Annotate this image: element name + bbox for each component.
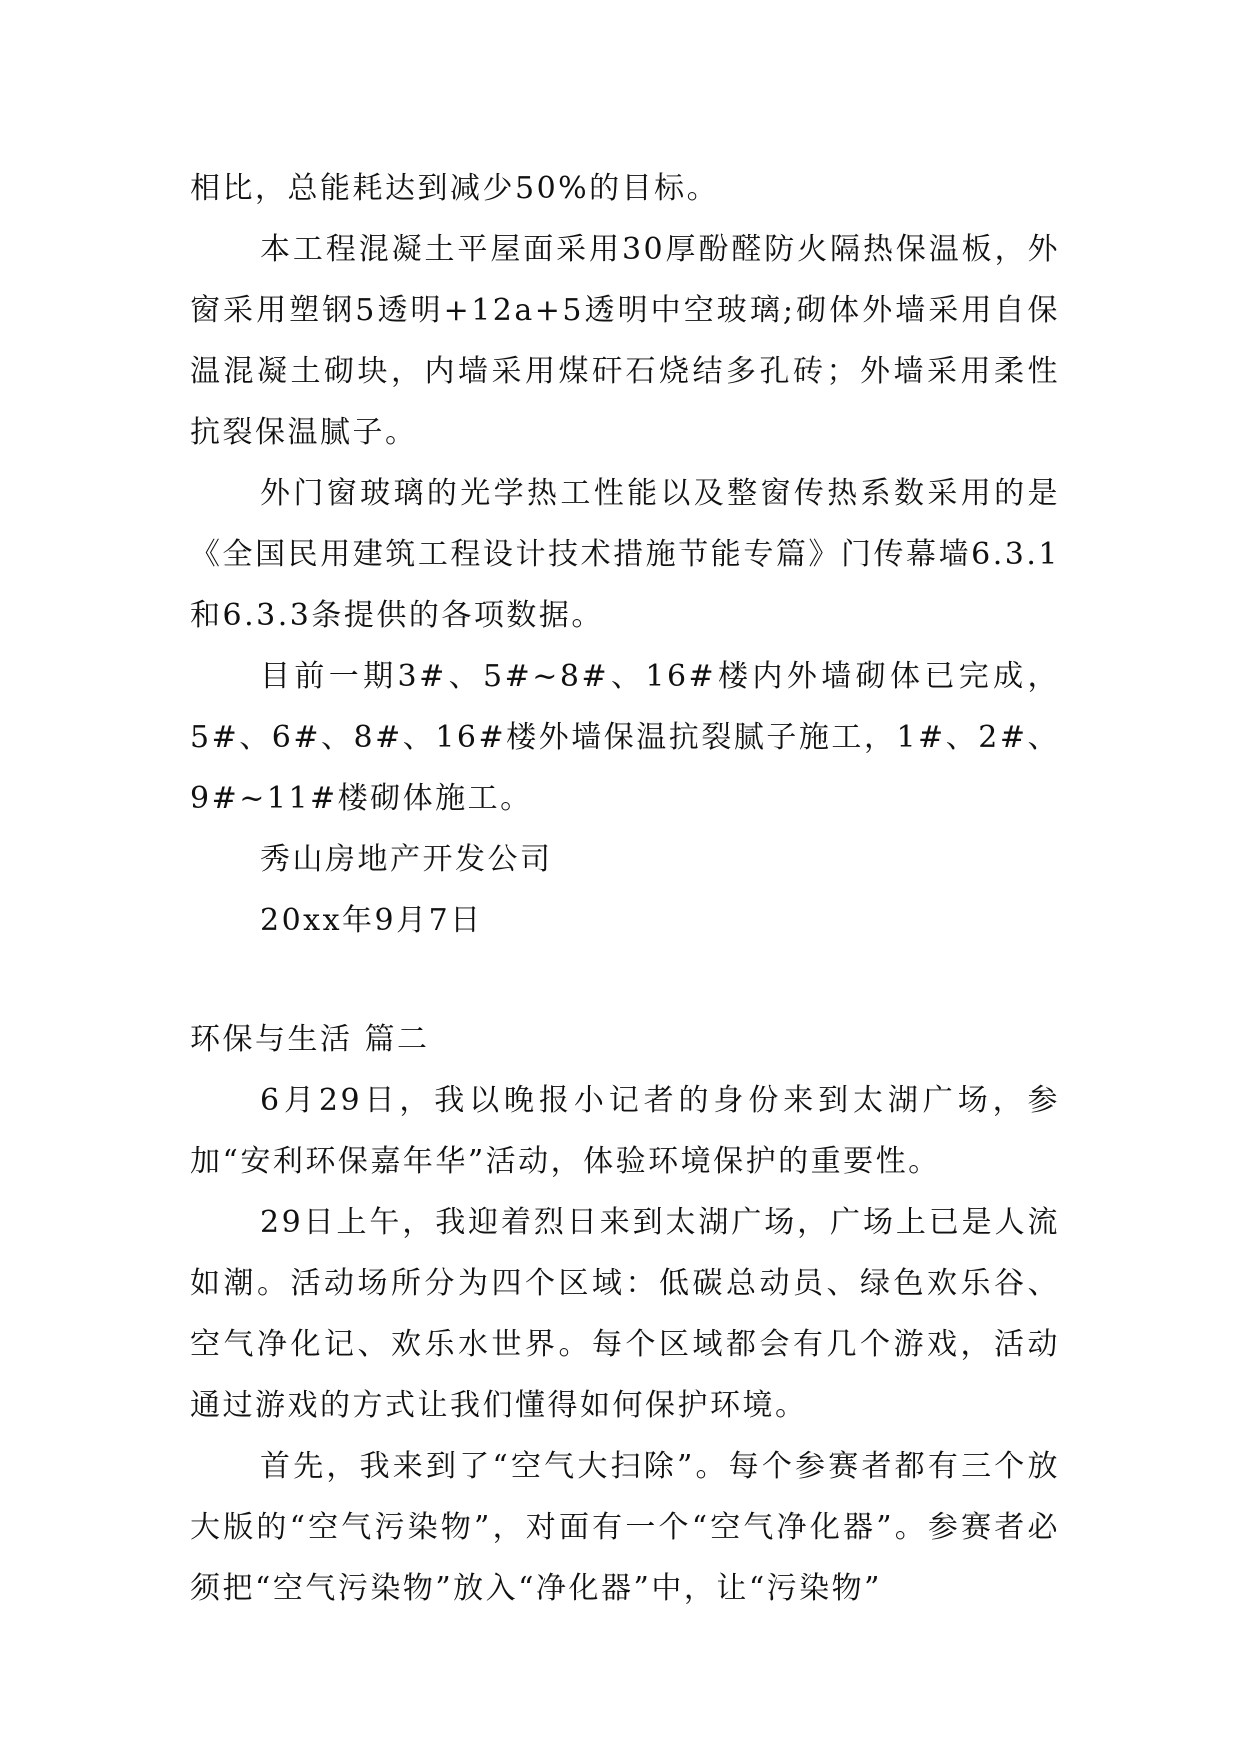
section-spacer	[190, 951, 1060, 1009]
paragraph-event-intro: 6月29日，我以晚报小记者的身份来到太湖广场，参加“安利环保嘉年华”活动，体验环境保护的重要性。	[190, 1083, 1060, 1179]
paragraph-window-glass: 外门窗玻璃的光学热工性能以及整窗传热系数采用的是《全国民用建筑工程设计技术措施节能专篇》门传幕墙6.3.1和6.3.3条提供的各项数据。	[190, 476, 1060, 633]
signature-date: 20xx年9月7日	[260, 903, 483, 938]
paragraph-continued: 相比，总能耗达到减少50%的目标。	[190, 171, 720, 206]
paragraph-roof-insulation: 本工程混凝土平屋面采用30厚酚醛防火隔热保温板，外窗采用塑钢5透明+12a+5透明中空玻璃;砌体外墙采用自保温混凝土砌块，内墙采用煤矸石烧结多孔砖；外墙采用柔性抗裂保温腻子。	[190, 232, 1060, 450]
signature-company: 秀山房地产开发公司	[260, 842, 553, 877]
paragraph-air-cleanup: 首先，我来到了“空气大扫除”。每个参赛者都有三个放大版的“空气污染物”，对面有一个“空气净化器”。参赛者必须把“空气污染物”放入“净化器”中，让“污染物”	[190, 1449, 1060, 1606]
paragraph-construction-progress: 目前一期3#、5#~8#、16#楼内外墙砌体已完成，5#、6#、8#、16#楼外墙保温抗裂腻子施工，1#、2#、9#~11#楼砌体施工。	[190, 659, 1060, 816]
paragraph-event-areas: 29日上午，我迎着烈日来到太湖广场，广场上已是人流如潮。活动场所分为四个区域：低碳总动员、绿色欢乐谷、空气净化记、欢乐水世界。每个区域都会有几个游戏，活动通过游戏的方式让我们懂得如何保护环境。	[190, 1205, 1060, 1423]
document-body	[190, 158, 1060, 1619]
section-title: 环保与生活 篇二	[190, 1022, 430, 1057]
